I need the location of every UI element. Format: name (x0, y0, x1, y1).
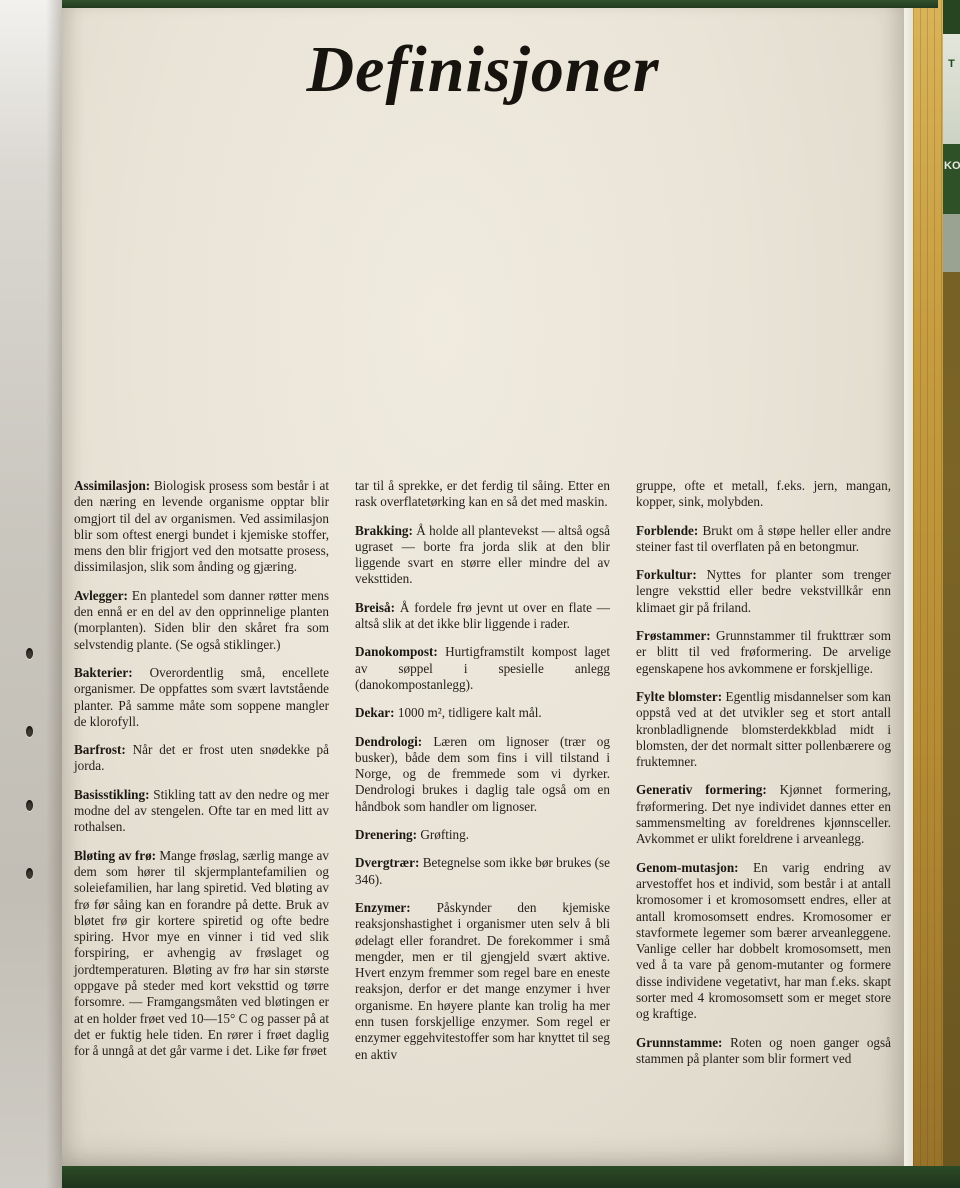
book-binding-edge (0, 0, 62, 1188)
definition-term: Grunnstamme: (636, 1034, 731, 1050)
definition-entry: Dekar: 1000 m², tidligere kalt mål. (355, 705, 542, 721)
book-spine (943, 144, 960, 214)
definition-term: Brakking: (355, 522, 417, 538)
definition-entry: Assimilasjon: Biologisk prosess som består i at den næring en levende organisme opptar blir omgjort til del av organismen. Ved assimilasjon blir som oftest energi bundet i kjemiske stoffer, mens den blir frigjort ved den motsatte prosess, dissimilasjon, slik som ånding og gjæring. (74, 478, 329, 575)
definition-entry: Generativ formering: Kjønnet formering, frøformering. Det nye individet dannes etter en sammensmelting av foreldrenes kjønnsceller. Avkommet er ulikt foreldrene i arveanlegg. (636, 782, 891, 847)
text-column-1 (74, 478, 329, 1079)
definition-entry: tar til å sprekke, er det ferdig til såing. Etter en rask overflatetørking kan en så det med maskin. (355, 478, 610, 510)
definition-term: Bakterier: (74, 664, 150, 680)
definition-entry: Genom-mutasjon: En varig endring av arvestoffet hos et individ, som består i at antall kromosomer i et kromosomsett endres, eller at antall kromosomsett endres. Kromosomer er stavformete legemer som bærer arveanleggene. Vanlige celler har dobbelt kromosomsett, men ved å ta vare på genom-mutanter og formere disse individene vegetativt, har man f.eks. skapt sorter med 4 kromosomsett som er meget store og kraftige. (636, 859, 891, 1022)
binding-hole (26, 726, 33, 737)
book-spine (943, 34, 960, 144)
definition-entry: Danokompost: Hurtigframstilt kompost laget av søppel i spesielle anlegg (danokompostanlegg). (355, 644, 610, 692)
definition-term: Basisstikling: (74, 786, 154, 802)
text-column-2 (355, 478, 610, 1079)
book-spine (943, 0, 960, 34)
definition-term: Breiså: (355, 599, 400, 615)
definition-term: Genom-mutasjon: (636, 859, 754, 875)
page-edge-gap (904, 0, 913, 1166)
definition-term: Barfrost: (74, 742, 133, 758)
definition-term: Fylte blomster: (636, 688, 726, 704)
definition-term: Bløting av frø: (74, 847, 160, 863)
definition-entry: Breiså: Å fordele frø jevnt ut over en flate — altså slik at det ikke blir liggende i rader. (355, 599, 610, 632)
definition-entry: Fylte blomster: Egentlig misdannelser som kan oppstå ved at det utvikler seg et stort antall kronbladlignende blomsterdekkblad midt i blomsten, der det normalt sitter pollenbærere og fruktemner. (636, 688, 891, 770)
binding-hole (26, 800, 33, 811)
book-spine (943, 214, 960, 272)
definition-term: Enzymer: (355, 899, 437, 915)
book-spine-label: T (948, 58, 955, 70)
definition-entry: Grunnstamme: Roten og noen ganger også stammen på planter som blir formert ved (636, 1034, 892, 1066)
definition-entry: Forkultur: Nyttes for planter som trenger lengre veksttid eller bedre vekstvillkår enn klimaet gir på friland. (636, 567, 891, 615)
definition-term: Dendrologi: (355, 733, 434, 749)
definition-term: Dvergtrær: (355, 855, 423, 871)
definition-term: Avlegger: (74, 587, 132, 603)
book-cover-top-edge (62, 0, 938, 8)
definition-entry: Enzymer: Påskynder den kjemiske reaksjonshastighet i organismer uten selv å bli ødelagt eller forandret. De forekommer i små mengder, men er til gjengjeld svært aktive. Hvert enzym fremmer som regel bare en eneste reaksjon, derfor er det mange enzymer i hver organisme. En høyere plante kan trolig ha mer enn tusen forskjellige enzymer. Som regel er enzymer eggehvitestoffer som har knyttet til seg en aktiv (355, 899, 610, 1062)
text-column-3 (636, 478, 891, 1079)
definition-term: Forblende: (636, 522, 703, 538)
definition-term: Danokompost: (355, 644, 446, 660)
definition-entry: Bakterier: Overordentlig små, encellete organismer. De oppfattes som svært lavtstående planter. På samme måte som soppene mangler de klorofyll. (74, 664, 329, 729)
definition-entry: Forblende: Brukt om å støpe heller eller andre steiner fast til overflaten på en betongmur. (636, 522, 891, 554)
binding-hole (26, 868, 33, 879)
definition-entry: Bløting av frø: Mange frøslag, særlig mange av dem som hører til skjermplantefamilien og soleiefamilien, har lang spiretid. Ved bløting av frø før såing kan en forandre på dette. Bruk av bløtet frø gir kortere spiretid og ofte bedre spiring. Hvor mye en vinner i tid ved slik forspiring, er avhengig av frøslaget og jordtemperaturen. Bløting av frø har sin største oppgave på steder med kort veksttid og tørre forsomre. — Framgangsmåten ved bløtingen er at en holder frøet ved 10—15° C og passer på at det er fuktig hele tiden. En rører i frøet daglig for å unngå at det går varme i det. Like før frøet (74, 847, 329, 1059)
definition-entry: gruppe, ofte et metall, f.eks. jern, mangan, kopper, sink, molybden. (636, 478, 891, 510)
definition-entry: Dvergtrær: Betegnelse som ikke bør brukes (se 346). (355, 855, 610, 887)
book-spine-label: KO (944, 160, 960, 172)
definition-term: Drenering: (355, 827, 421, 843)
book-page (62, 0, 904, 1166)
definition-term: Assimilasjon: (74, 478, 154, 493)
definition-term: Frøstammer: (636, 628, 717, 644)
binding-hole (26, 648, 33, 659)
background-bookshelf (943, 0, 960, 1188)
definition-entry: Brakking: Å holde all plantevekst — altså også ugraset — borte fra jorda slik at den blir liggende svart en større eller mindre del av veksttiden. (355, 522, 610, 587)
definition-entry: Drenering: Grøfting. (355, 827, 470, 843)
definition-entry: Avlegger: En plantedel som danner røtter mens den ennå er en del av den opprinnelige planten (morplanten). Siden blir den skåret fra som selvstendig plante. (Se også stiklinger.) (74, 587, 329, 652)
definition-term: Dekar: (355, 705, 398, 721)
definition-entry: Dendrologi: Læren om lignoser (trær og busker), både dem som fins i vill tilstand i Norge, og de fremmede som vi dyrker. Dendrologi brukes i daglig tale også om en håndbok som handler om lignoser. (355, 733, 610, 814)
definitions-columns (74, 478, 892, 1079)
page-title: Definisjoner (306, 33, 660, 106)
definition-entry: Frøstammer: Grunnstammer til frukttrær som er blitt til ved frøformering. De arvelige egenskapene hos avkommene er forskjellige. (636, 628, 891, 676)
definition-term: Forkultur: (636, 567, 707, 583)
definition-term: Generativ formering: (636, 782, 780, 798)
definition-entry: Basisstikling: Stikling tatt av den nedre og mer modne del av stengelen. Ofte tar en med litt av rothalsen. (74, 786, 329, 835)
book-cover-bottom-edge (62, 1166, 960, 1188)
binding-shadow (46, 0, 62, 1188)
definition-entry: Barfrost: Når det er frost uten snødekke på jorda. (74, 742, 329, 774)
book-page-edges (913, 0, 943, 1188)
